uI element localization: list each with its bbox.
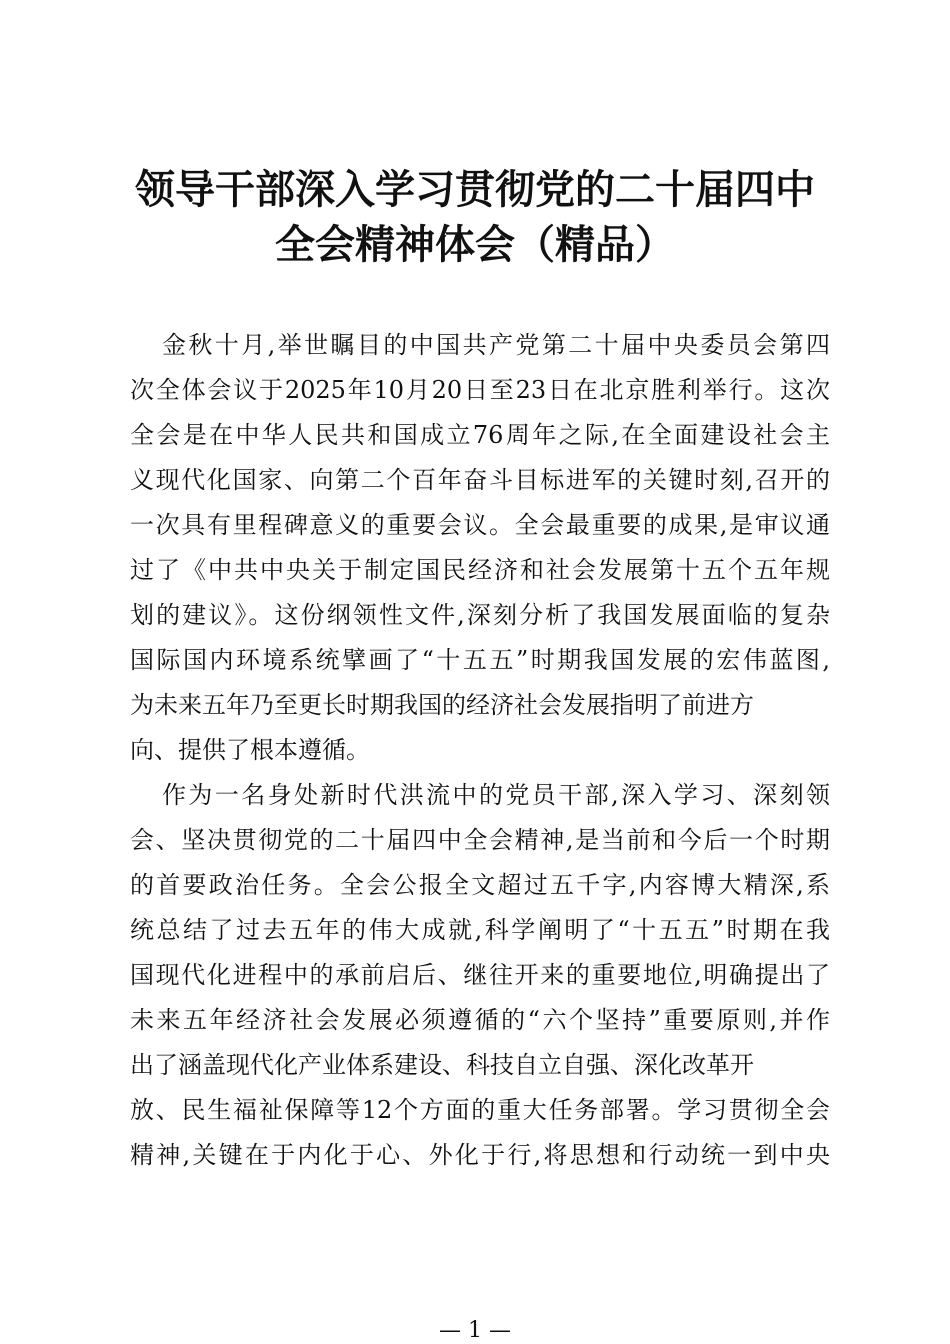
text-line: 划的建议》。这份纲领性文件,深刻分析了我国发展面临的复杂 bbox=[130, 601, 830, 629]
document-body bbox=[130, 323, 830, 1178]
text-line: 未来五年经济社会发展必须遵循的“六个坚持”重要原则,并作 bbox=[130, 1006, 830, 1034]
text-line: 金秋十月,举世瞩目的中国共产党第二十届中央委员会第四 bbox=[162, 331, 830, 359]
text-line: 义现代化国家、向第二个百年奋斗目标进军的关键时刻,召开的 bbox=[130, 466, 830, 494]
text-line: 过了《中共中央关于制定国民经济和社会发展第十五个五年规 bbox=[130, 556, 830, 584]
text-line: 为未来五年乃至更长时期我国的经济社会发展指明了前进方 bbox=[130, 691, 754, 719]
text-line: 次全体会议于2025年10月20日至23日在北京胜利举行。这次 bbox=[130, 376, 830, 404]
text-line: 放、民生福祉保障等12个方面的重大任务部署。学习贯彻全会 bbox=[130, 1096, 830, 1124]
text-line: 向、提供了根本遵循。 bbox=[130, 736, 370, 764]
text-line: 作为一名身处新时代洪流中的党员干部,深入学习、深刻领 bbox=[162, 781, 830, 809]
text-line: 全会是在中华人民共和国成立76周年之际,在全面建设社会主 bbox=[130, 421, 830, 449]
paragraph-2 bbox=[130, 773, 830, 1178]
text-line: 一次具有里程碑意义的重要会议。全会最重要的成果,是审议通 bbox=[130, 511, 830, 539]
document-title-line-2: 全会精神体会（精品） bbox=[275, 222, 675, 268]
text-line: 出了涵盖现代化产业体系建设、科技自立自强、深化改革开 bbox=[130, 1051, 754, 1079]
paragraph-1 bbox=[130, 323, 830, 773]
text-line: 国际国内环境系统擘画了“十五五”时期我国发展的宏伟蓝图, bbox=[130, 646, 830, 674]
page-number: — 1 — bbox=[439, 1318, 511, 1343]
text-line: 国现代化进程中的承前启后、继往开来的重要地位,明确提出了 bbox=[130, 961, 830, 989]
document-title-line-1: 领导干部深入学习贯彻党的二十届四中 bbox=[135, 167, 815, 213]
text-line: 精神,关键在于内化于心、外化于行,将思想和行动统一到中央 bbox=[130, 1141, 830, 1169]
text-line: 会、坚决贯彻党的二十届四中全会精神,是当前和今后一个时期 bbox=[130, 826, 830, 854]
text-line: 的首要政治任务。全会公报全文超过五千字,内容博大精深,系 bbox=[130, 871, 830, 899]
text-line: 统总结了过去五年的伟大成就,科学阐明了“十五五”时期在我 bbox=[130, 916, 830, 944]
